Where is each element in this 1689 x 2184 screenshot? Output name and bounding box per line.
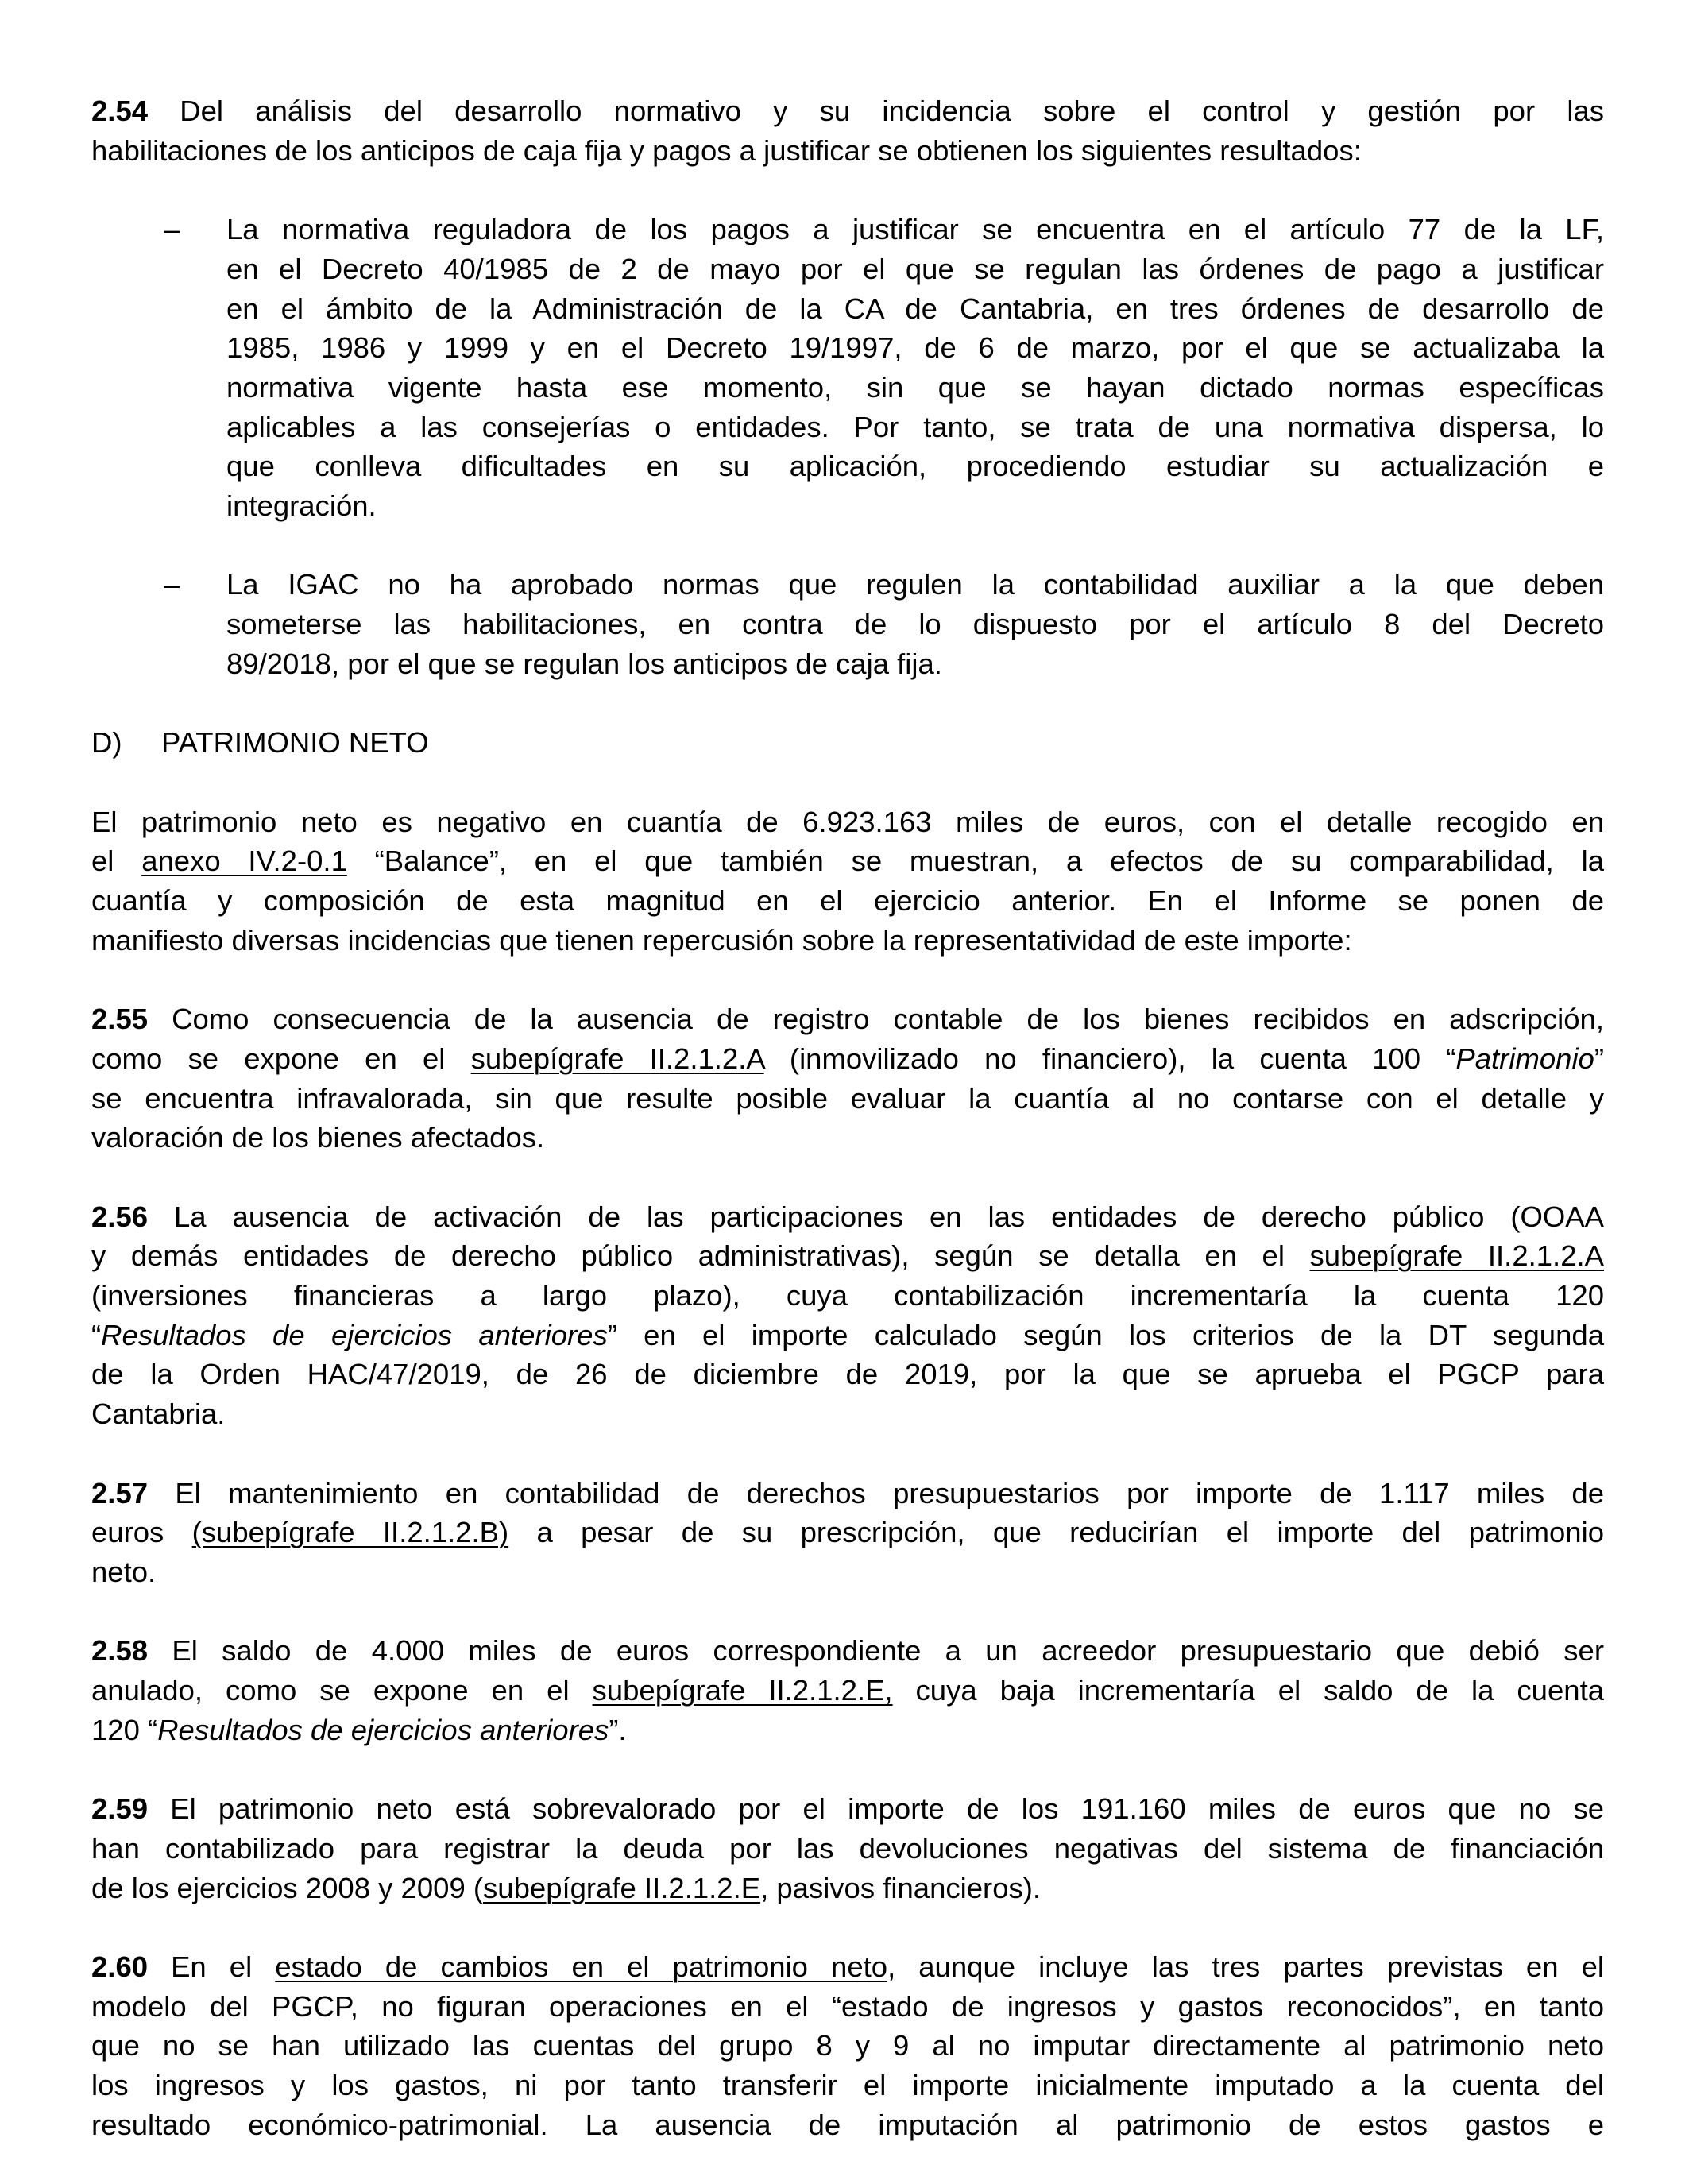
text-line [226,210,1604,249]
text-line [226,644,1604,684]
paragraph [91,802,1604,961]
text: han contabilizado para registrar la deuda por las devoluciones negativas del sistema de financiación [91,1831,1604,1865]
text: Cantabria. [91,1397,226,1431]
text: a pesar de su prescripción, que reducirían el importe del patrimonio [508,1516,1604,1549]
paragraph-number: 2.56 [91,1200,149,1233]
text: someterse las habilitaciones, en contra de lo dispuesto por el artículo 8 del Decreto [226,608,1604,641]
text: aplicables a las consejerías o entidades. Por tanto, se trata de una normativa dispersa, lo [226,410,1604,443]
bullet-item [91,210,1604,526]
text-line [91,1316,1604,1355]
text-line [91,1829,1604,1869]
paragraph [91,1631,1604,1749]
text: que no se han utilizado las cuentas del grupo 8 y 9 al no imputar directamente al patrimonio neto [91,2029,1604,2062]
text: 120 “ [91,1713,158,1746]
text: La ausencia de activación de las participaciones en las entidades de derecho público (OOAA [148,1200,1604,1233]
text-line [226,486,1604,526]
text: El saldo de 4.000 miles de euros correspondiente a un acreedor presupuestario que debió ser [148,1634,1604,1668]
text-line [91,2066,1604,2105]
text-line [226,249,1604,289]
text-line [226,328,1604,368]
text-line [226,605,1604,644]
text-line [226,289,1604,329]
paragraph-number: 2.58 [91,1634,149,1668]
paragraph [91,91,1604,170]
text-line [91,1671,1604,1710]
text: de los ejercicios 2008 y 2009 ( [91,1871,484,1904]
text: manifiesto diversas incidencias que tienen repercusión sobre la representatividad de este importe: [91,923,1352,957]
text-line [91,881,1604,921]
text: Del análisis del desarrollo normativo y su incidencia sobre el control y gestión por las [148,95,1604,127]
text: , pasivos financieros). [760,1871,1042,1904]
text-line [91,1987,1604,2027]
paragraph-number: 2.57 [91,1476,149,1509]
text-line [91,1552,1604,1592]
cross-reference-link[interactable]: (subepígrafe II.2.1.2.B) [191,1516,509,1549]
text: (inmovilizado no financiero), la cuenta 100 “ [763,1042,1456,1075]
text-line [91,841,1604,881]
text-line [226,408,1604,447]
text: normativa vigente hasta ese momento, sin que se hayan dictado normas específicas [226,370,1604,404]
paragraph [91,1197,1604,1434]
bullet-item [91,565,1604,683]
paragraph-number: 2.60 [91,1950,149,1983]
text-line [91,999,1604,1039]
paragraph-number: 2.55 [91,1003,149,1036]
text-line [91,1474,1604,1513]
section-label: D) [91,726,122,760]
text: valoración de los bienes afectados. [91,1121,545,1154]
text-line [226,446,1604,486]
text: (inversiones financieras a largo plazo), cuya contabilización incrementaría la cuenta 120 [91,1279,1604,1312]
text: , aunque incluye las tres partes previstas en el [887,1950,1604,1983]
text-line [91,1197,1604,1237]
text: se encuentra infravalorada, sin que resulte posible evaluar la cuantía al no contarse con el detalle y [91,1081,1604,1115]
text-line [91,91,1604,131]
section-title: PATRIMONIO NETO [161,726,429,760]
text: como se expone en el [91,1042,471,1075]
cross-reference-link[interactable]: estado de cambios en el patrimonio neto [275,1950,888,1983]
italic-term: Resultados de ejercicios anteriores [157,1713,609,1746]
cross-reference-link[interactable]: anexo IV.2-0.1 [141,845,347,878]
text: integración. [226,489,377,523]
text-line [91,1513,1604,1552]
text: modelo del PGCP, no figuran operaciones en el “estado de ingresos y gastos reconocidos”, en tanto [91,1989,1604,2023]
cross-reference-link[interactable]: subepígrafe II.2.1.2.E [483,1871,761,1904]
text: “ [91,1318,102,1351]
text-line [91,1394,1604,1434]
paragraph-number: 2.54 [91,95,149,127]
italic-term: Patrimonio [1455,1042,1594,1075]
text: En el [148,1950,276,1983]
dash-bullet-icon: – [164,213,180,246]
text: 1985, 1986 y 1999 y en el Decreto 19/1997, de 6 de marzo, por el que se actualizaba la [226,331,1604,365]
text: que conlleva dificultades en su aplicación, procediendo estudiar su actualización e [226,450,1604,483]
text: de la Orden HAC/47/2019, de 26 de diciembre de 2019, por la que se aprueba el PGCP para [91,1358,1604,1391]
section-heading [91,723,1604,763]
text-line [91,1355,1604,1394]
text: La IGAC no ha aprobado normas que regulen la contabilidad auxiliar a la que deben [226,568,1604,601]
text: euros [91,1516,192,1549]
text-line [91,1276,1604,1316]
text-line [91,2026,1604,2066]
text: ”. [609,1713,627,1746]
text: cuantía y composición de esta magnitud en el ejercicio anterior. En el Informe se ponen de [91,884,1604,917]
text-line [91,802,1604,842]
text: ” en el importe calculado según los criterios de la DT segunda [607,1318,1604,1351]
text: El patrimonio neto está sobrevalorado por el importe de los 191.160 miles de euros que no se [148,1792,1604,1826]
paragraph [91,1474,1604,1592]
cross-reference-link[interactable]: subepígrafe II.2.1.2.A [470,1042,764,1075]
cross-reference-link[interactable]: subepígrafe II.2.1.2.E, [592,1674,893,1707]
text: anulado, como se expone en el [91,1674,593,1707]
italic-term: Resultados de ejercicios anteriores [101,1318,608,1351]
document-page [91,91,1604,2184]
text-line [91,1789,1604,1829]
text-line [91,921,1604,961]
text: los ingresos y los gastos, ni por tanto transferir el importe inicialmente imputado a la cuenta del [91,2069,1604,2101]
text: El mantenimiento en contabilidad de derechos presupuestarios por importe de 1.117 miles de [148,1476,1604,1509]
text-line [91,1631,1604,1671]
text: El patrimonio neto es negativo en cuantía de 6.923.163 miles de euros, con el detalle recogido en [91,805,1604,838]
text-line [91,131,1604,171]
text: el [91,845,142,878]
text-line [91,1118,1604,1158]
paragraph [91,999,1604,1158]
text: “Balance”, en el que también se muestran, a efectos de su comparabilidad, la [346,845,1604,878]
cross-reference-link[interactable]: subepígrafe II.2.1.2.A [1309,1239,1604,1273]
paragraph [91,1789,1604,1908]
paragraph-number: 2.59 [91,1792,149,1826]
text-line [226,368,1604,408]
text-line [91,1039,1604,1079]
text-line [91,1869,1604,1908]
text: Como consecuencia de la ausencia de registro contable de los bienes recibidos en adscripción, [148,1003,1604,1036]
text: 89/2018, por el que se regulan los anticipos de caja fija. [226,647,942,680]
text-line [91,2105,1604,2145]
text: cuya baja incrementaría el saldo de la cuenta [892,1674,1605,1707]
text-line [91,1079,1604,1119]
text-line [91,1236,1604,1276]
text: neto. [91,1555,157,1588]
paragraph [91,1947,1604,2145]
text: resultado económico-patrimonial. La ausencia de imputación al patrimonio de estos gastos e [91,2108,1604,2141]
text: en el ámbito de la Administración de la CA de Cantabria, en tres órdenes de desarrollo de [226,292,1604,325]
text-line [91,1710,1604,1750]
text-line [91,1947,1604,1987]
text: La normativa reguladora de los pagos a justificar se encuentra en el artículo 77 de la LF, [226,213,1604,246]
text: ” [1594,1042,1605,1075]
dash-bullet-icon: – [164,568,180,601]
text-line [226,565,1604,605]
text: en el Decreto 40/1985 de 2 de mayo por el que se regulan las órdenes de pago a justificar [226,252,1604,285]
text: habilitaciones de los anticipos de caja fija y pagos a justificar se obtienen los siguientes resultados: [91,133,1362,167]
text: y demás entidades de derecho público administrativas), según se detalla en el [91,1239,1310,1273]
